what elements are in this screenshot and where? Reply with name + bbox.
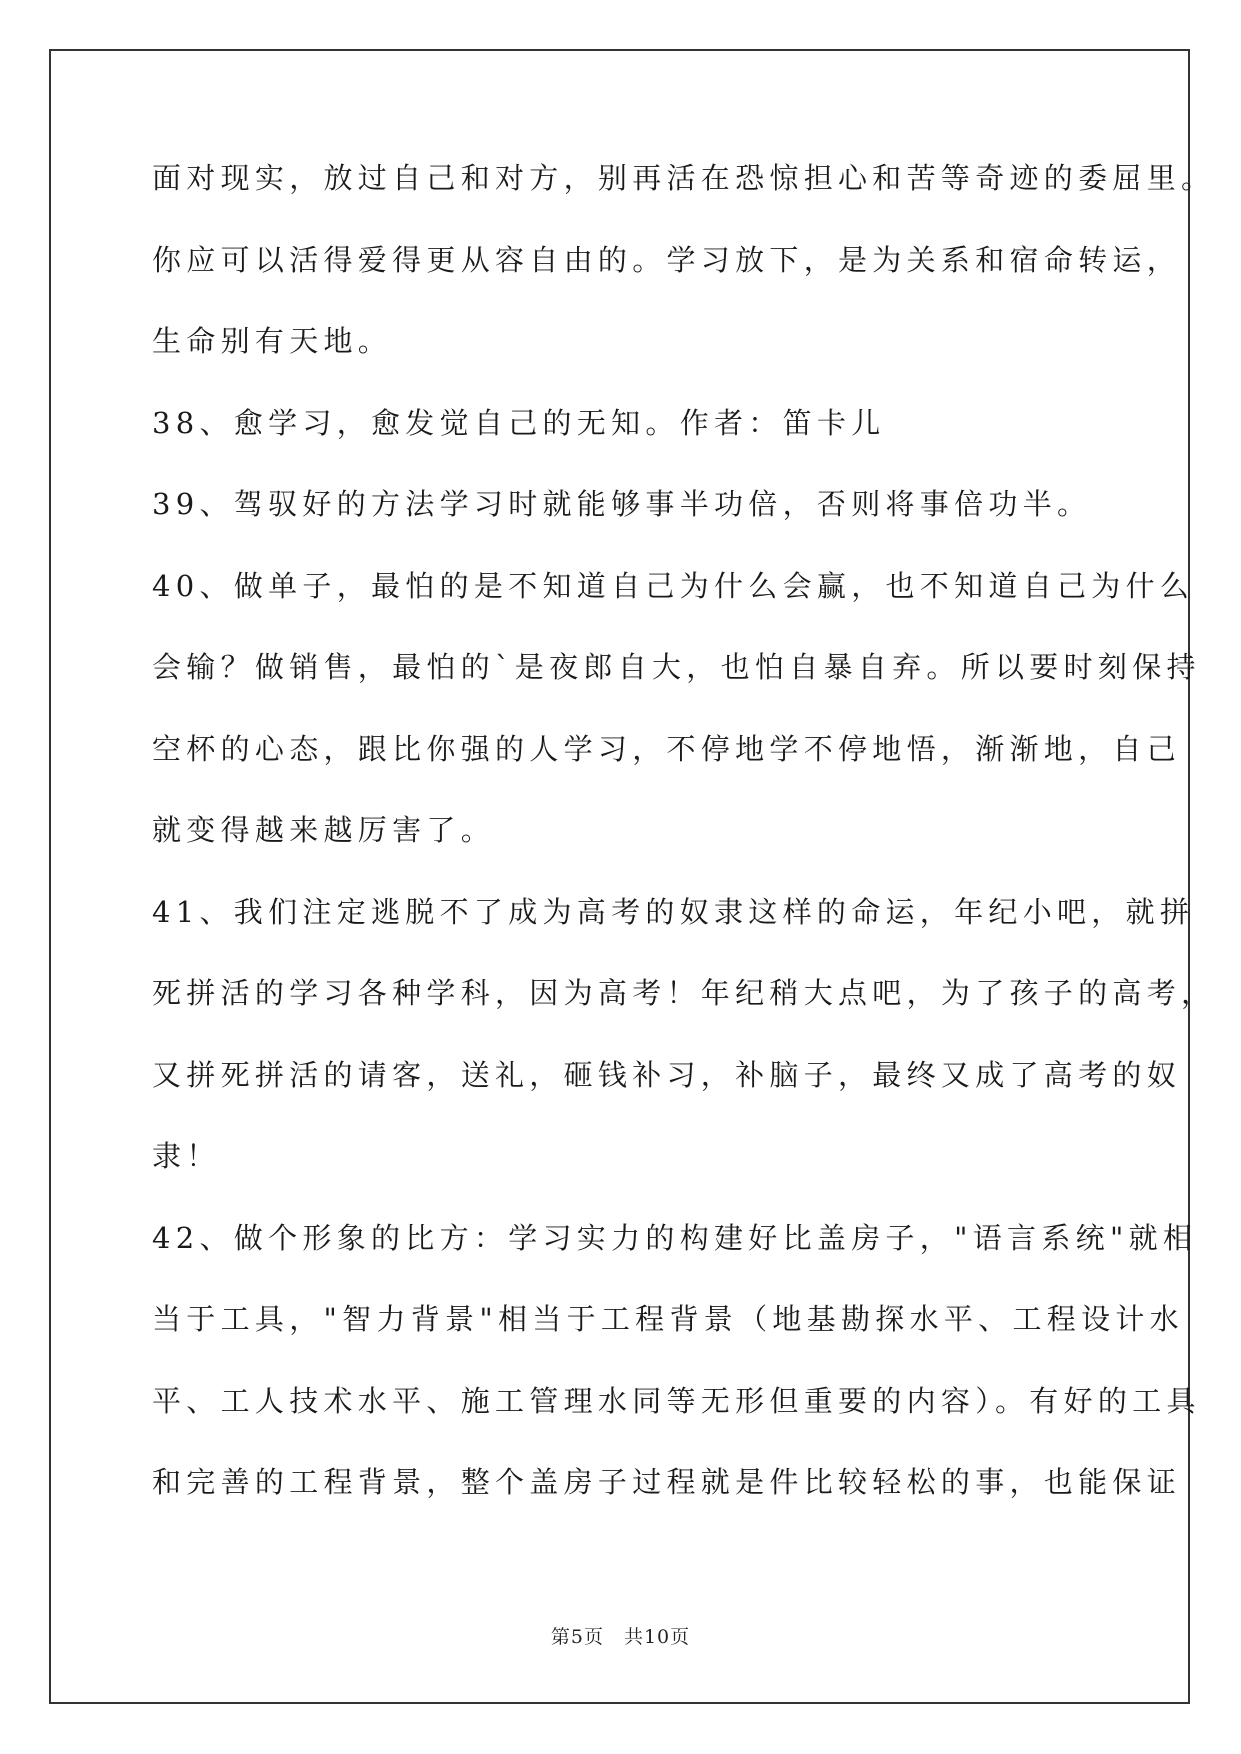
- text-line: 38、愈学习，愈发觉自己的无知。作者：笛卡儿: [152, 405, 886, 440]
- text-line: 平、工人技术水平、施工管理水同等无形但重要的内容）。有好的工具: [152, 1383, 1201, 1418]
- text-line: 41、我们注定逃脱不了成为高考的奴隶这样的命运，年纪小吧，就拼: [152, 894, 1195, 929]
- text-line: 42、做个形象的比方：学习实力的构建好比盖房子，"语言系统"就相: [152, 1220, 1198, 1255]
- document-body: [152, 160, 1216, 1546]
- text-line: 就变得越来越厉害了。: [152, 813, 496, 847]
- text-line: 生命别有天地。: [152, 324, 393, 358]
- page-number-footer: 第5页 共10页: [550, 1626, 691, 1648]
- text-line: 你应可以活得爱得更从容自由的。学习放下，是为关系和宿命转运，: [152, 242, 1182, 277]
- text-line: 空杯的心态，跟比你强的人学习，不停地学不停地悟，渐渐地，自己: [152, 731, 1182, 766]
- text-line: 会输？做销售，最怕的`是夜郎自大，也怕自暴自弃。所以要时刻保持: [152, 650, 1201, 684]
- text-line: 39、驾驭好的方法学习时就能够事半功倍，否则将事倍功半。: [152, 487, 1092, 521]
- text-line: 当于工具，"智力背景"相当于工程背景（地基勘探水平、工程设计水: [152, 1302, 1184, 1336]
- text-line: 面对现实，放过自己和对方，别再活在恐惊担心和苦等奇迹的委屈里。: [152, 161, 1216, 195]
- text-line: 40、做单子，最怕的是不知道自己为什么会赢，也不知道自己为什么: [152, 568, 1195, 603]
- text-line: 和完善的工程背景，整个盖房子过程就是件比较轻松的事，也能保证: [152, 1465, 1182, 1499]
- text-line: 隶！: [152, 1139, 221, 1173]
- text-line: 又拼死拼活的请客，送礼，砸钱补习，补脑子，最终又成了高考的奴: [152, 1057, 1182, 1092]
- text-line: 死拼活的学习各种学科，因为高考！年纪稍大点吧，为了孩子的高考，: [152, 976, 1216, 1010]
